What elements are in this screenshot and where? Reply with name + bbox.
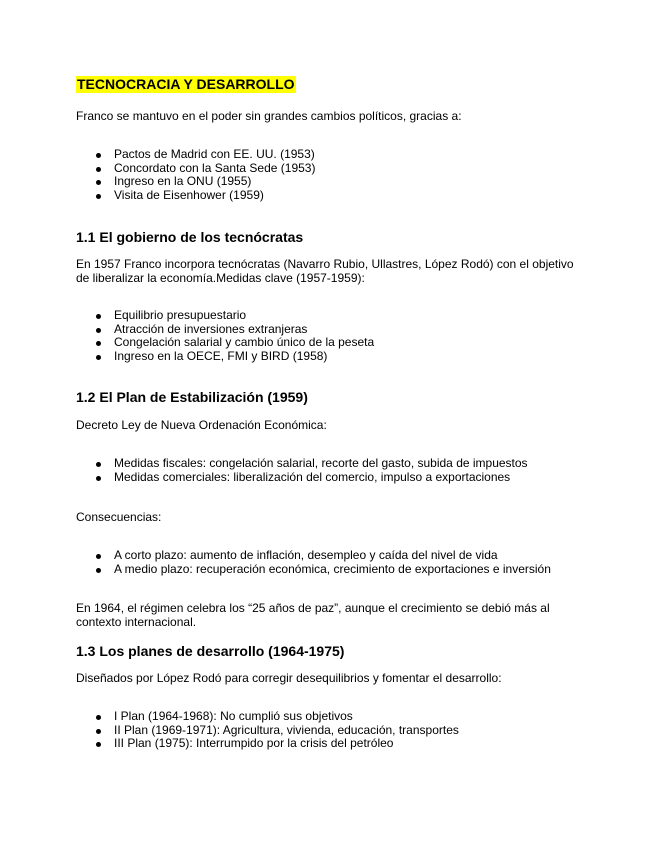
bullet-icon [96, 355, 101, 360]
bullet-icon [96, 568, 101, 573]
section-2-list [76, 457, 528, 484]
intro-paragraph: Franco se mantuvo en el poder sin grandes cambios políticos, gracias a: [76, 109, 462, 123]
list-item: Ingreso en la OECE, FMI y BIRD (1958) [76, 350, 374, 364]
bullet-icon [96, 742, 101, 747]
list-item: A corto plazo: aumento de inflación, desempleo y caída del nivel de vida [76, 549, 551, 563]
list-item: I Plan (1964-1968): No cumplió sus objetivos [76, 710, 459, 724]
section-1-paragraph: En 1957 Franco incorpora tecnócratas (Navarro Rubio, Ullastres, López Rodó) con el objetivo de liberalizar la economía.Medidas clave (1957-1959): [76, 257, 574, 285]
bullet-icon [96, 554, 101, 559]
section-1-list [76, 309, 374, 364]
bullet-icon [96, 715, 101, 720]
bullet-icon [96, 153, 101, 158]
list-item: A medio plazo: recuperación económica, crecimiento de exportaciones e inversión [76, 563, 551, 577]
list-item: Atracción de inversiones extranjeras [76, 323, 374, 337]
bullet-icon [96, 328, 101, 333]
bullet-icon [96, 180, 101, 185]
section-2-paragraph: Decreto Ley de Nueva Ordenación Económica: [76, 418, 327, 432]
document-title [76, 76, 296, 93]
list-item: Congelación salarial y cambio único de la peseta [76, 336, 374, 350]
document-title-text: TECNOCRACIA Y DESARROLLO [77, 76, 295, 92]
bullet-icon [96, 729, 101, 734]
list-item: II Plan (1969-1971): Agricultura, vivienda, educación, transportes [76, 724, 459, 738]
bullet-icon [96, 476, 101, 481]
section-3-paragraph: Diseñados por López Rodó para corregir desequilibrios y fomentar el desarrollo: [76, 671, 502, 685]
list-item: Medidas comerciales: liberalización del comercio, impulso a exportaciones [76, 471, 528, 485]
consequences-label: Consecuencias: [76, 510, 162, 524]
bullet-icon [96, 194, 101, 199]
section-2-heading: 1.2 El Plan de Estabilización (1959) [76, 389, 308, 405]
bullet-icon [96, 167, 101, 172]
list-item: Medidas fiscales: congelación salarial, recorte del gasto, subida de impuestos [76, 457, 528, 471]
bullet-icon [96, 314, 101, 319]
closing-paragraph: En 1964, el régimen celebra los “25 años de paz”, aunque el crecimiento se debió más al contexto internacional. [76, 601, 550, 629]
section-3-list [76, 710, 459, 751]
consequences-list [76, 549, 551, 576]
bullet-icon [96, 462, 101, 467]
bullet-icon [96, 341, 101, 346]
intro-list [76, 148, 315, 203]
list-item: Visita de Eisenhower (1959) [76, 189, 315, 203]
section-3-heading: 1.3 Los planes de desarrollo (1964-1975) [76, 643, 345, 659]
list-item: Pactos de Madrid con EE. UU. (1953) [76, 148, 315, 162]
list-item: Equilibrio presupuestario [76, 309, 374, 323]
list-item: Ingreso en la ONU (1955) [76, 175, 315, 189]
section-1-heading: 1.1 El gobierno de los tecnócratas [76, 229, 304, 245]
list-item: III Plan (1975): Interrumpido por la crisis del petróleo [76, 737, 459, 751]
list-item: Concordato con la Santa Sede (1953) [76, 162, 315, 176]
